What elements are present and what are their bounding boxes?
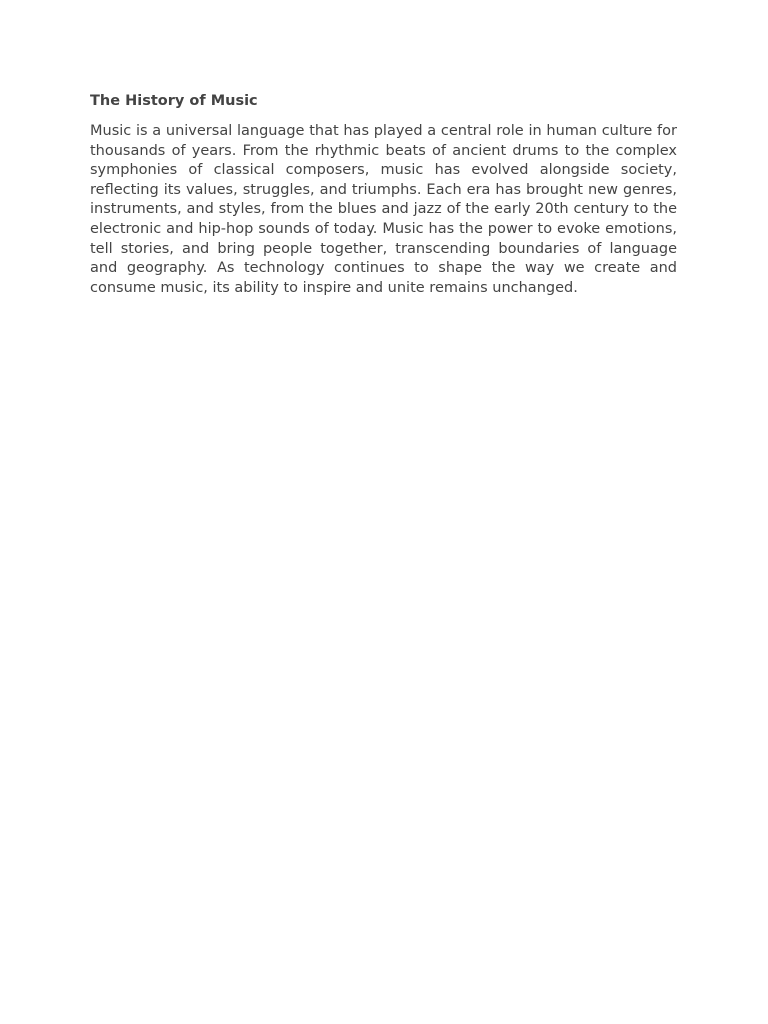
document-title: The History of Music <box>90 93 258 109</box>
document-content <box>90 90 677 298</box>
document-paragraph: Music is a universal language that has played a central role in human culture for thousands of years. From the rhythmic beats of ancient drums to the complex symphonies of classical composers, music has evolved alongside society, reflecting its values, struggles, and triumphs. Each era has brought new genres, instruments, and styles, from the blues and jazz of the early 20th century to the electronic and hip-hop sounds of today. Music has the power to evoke emotions, tell stories, and bring people together, transcending boundaries of language and geography. As technology continues to shape the way we create and consume music, its ability to inspire and unite remains unchanged. <box>90 123 677 296</box>
